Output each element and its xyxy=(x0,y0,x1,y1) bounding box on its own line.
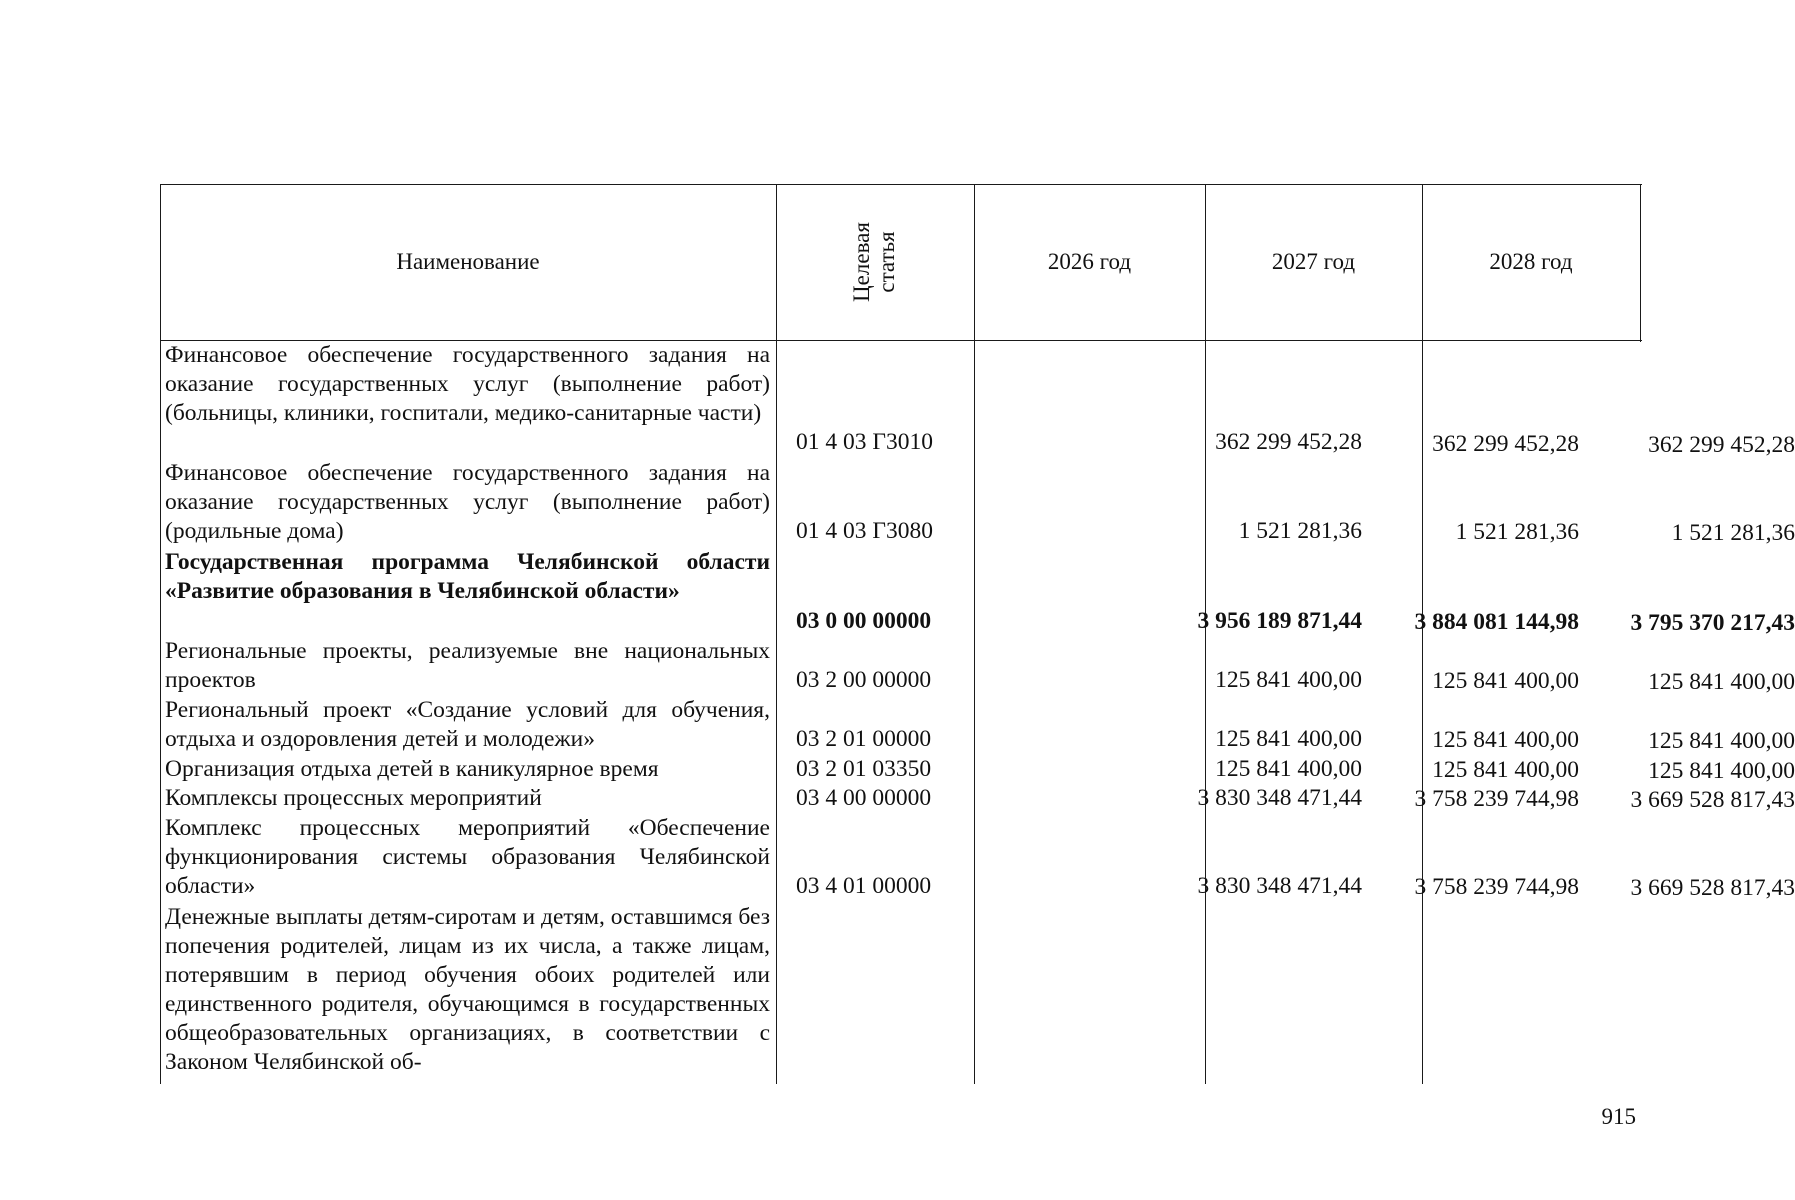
row-value-2028: 125 841 400,00 xyxy=(1648,669,1795,695)
table-row xyxy=(160,755,1795,784)
header-target-article xyxy=(776,186,972,338)
row-code: 03 4 00 00000 xyxy=(796,785,932,811)
row-name: Региональные проекты, реализуемые вне национальных проектов xyxy=(165,638,770,693)
row-value-2027: 3 884 081 144,98 xyxy=(1414,609,1579,635)
row-value-2026: 125 841 400,00 xyxy=(1215,756,1362,782)
row-value-2028: 1 521 281,36 xyxy=(1671,520,1795,546)
page-number: 915 xyxy=(1601,1104,1636,1129)
header-target-article-label: Целевая статья xyxy=(849,222,899,302)
row-name: Региональный проект «Создание условий для обучения, отдыха и оздоровления детей и молодежи» xyxy=(165,697,770,752)
row-value-2028: 125 841 400,00 xyxy=(1648,728,1795,754)
table-top-border xyxy=(160,184,1642,185)
row-code: 03 2 00 00000 xyxy=(796,667,932,693)
row-name: Организация отдыха детей в каникулярное время xyxy=(165,756,659,782)
row-code: 03 2 01 03350 xyxy=(796,756,932,782)
header-2027: 2027 год xyxy=(1271,249,1356,274)
row-value-2026: 3 830 348 471,44 xyxy=(1197,785,1362,811)
row-name: Денежные выплаты детям-сиротам и детям, оставшимся без попечения родителей, лицам из их числа, а также лицам, потерявшим в период обучения обоих родителей или единственного родителя, обучающимся в государственных общеобразовательных организациях, в соответствии с Законом Челябинской об- xyxy=(165,904,770,1075)
row-value-2026: 125 841 400,00 xyxy=(1215,726,1362,752)
header-2026: 2026 год xyxy=(1047,249,1132,274)
row-name: Комплексы процессных мероприятий xyxy=(165,785,542,811)
table-row xyxy=(160,814,1795,902)
row-code: 03 2 01 00000 xyxy=(796,726,932,752)
row-value-2027: 1 521 281,36 xyxy=(1455,519,1579,545)
table-row xyxy=(160,903,1640,1083)
row-name: Финансовое обеспечение государственного задания на оказание государственных услуг (выполнение работ) (больницы, клиники, госпитали, медико-санитарные части) xyxy=(165,342,770,426)
row-value-2027: 3 758 239 744,98 xyxy=(1414,874,1579,900)
row-value-2026: 362 299 452,28 xyxy=(1215,429,1362,455)
row-name: Комплекс процессных мероприятий «Обеспечение функционирования системы образования Челябинской области» xyxy=(165,815,770,899)
row-code: 03 0 00 00000 xyxy=(796,608,932,634)
header-name: Наименование xyxy=(396,249,540,274)
row-value-2027: 362 299 452,28 xyxy=(1432,431,1579,457)
row-value-2027: 125 841 400,00 xyxy=(1432,668,1579,694)
row-value-2026: 3 956 189 871,44 xyxy=(1197,608,1362,634)
table-row xyxy=(160,637,1795,695)
row-name: Государственная программа Челябинской области «Развитие образования в Челябинской области» xyxy=(165,549,770,604)
row-value-2028: 3 795 370 217,43 xyxy=(1630,610,1795,636)
row-value-2028: 125 841 400,00 xyxy=(1648,758,1795,784)
table-row xyxy=(160,696,1795,754)
row-value-2027: 125 841 400,00 xyxy=(1432,757,1579,783)
row-value-2027: 3 758 239 744,98 xyxy=(1414,786,1579,812)
row-value-2028: 3 669 528 817,43 xyxy=(1630,787,1795,813)
row-code: 01 4 03 Г3080 xyxy=(796,518,933,544)
row-value-2028: 362 299 452,28 xyxy=(1648,432,1795,458)
row-value-2026: 3 830 348 471,44 xyxy=(1197,873,1362,899)
row-value-2026: 1 521 281,36 xyxy=(1238,518,1362,544)
table-row xyxy=(160,784,1795,813)
row-value-2028: 3 669 528 817,43 xyxy=(1630,875,1795,901)
row-code: 01 4 03 Г3010 xyxy=(796,429,933,455)
row-name: Финансовое обеспечение государственного задания на оказание государственных услуг (выполнение работ) (родильные дома) xyxy=(165,460,770,544)
row-value-2026: 125 841 400,00 xyxy=(1215,667,1362,693)
table-row xyxy=(160,548,1795,636)
row-value-2027: 125 841 400,00 xyxy=(1432,727,1579,753)
header-2028: 2028 год xyxy=(1489,249,1573,274)
table-row xyxy=(160,341,1795,459)
row-code: 03 4 01 00000 xyxy=(796,873,932,899)
table-row xyxy=(160,459,1795,547)
col-border-right xyxy=(1640,184,1641,342)
